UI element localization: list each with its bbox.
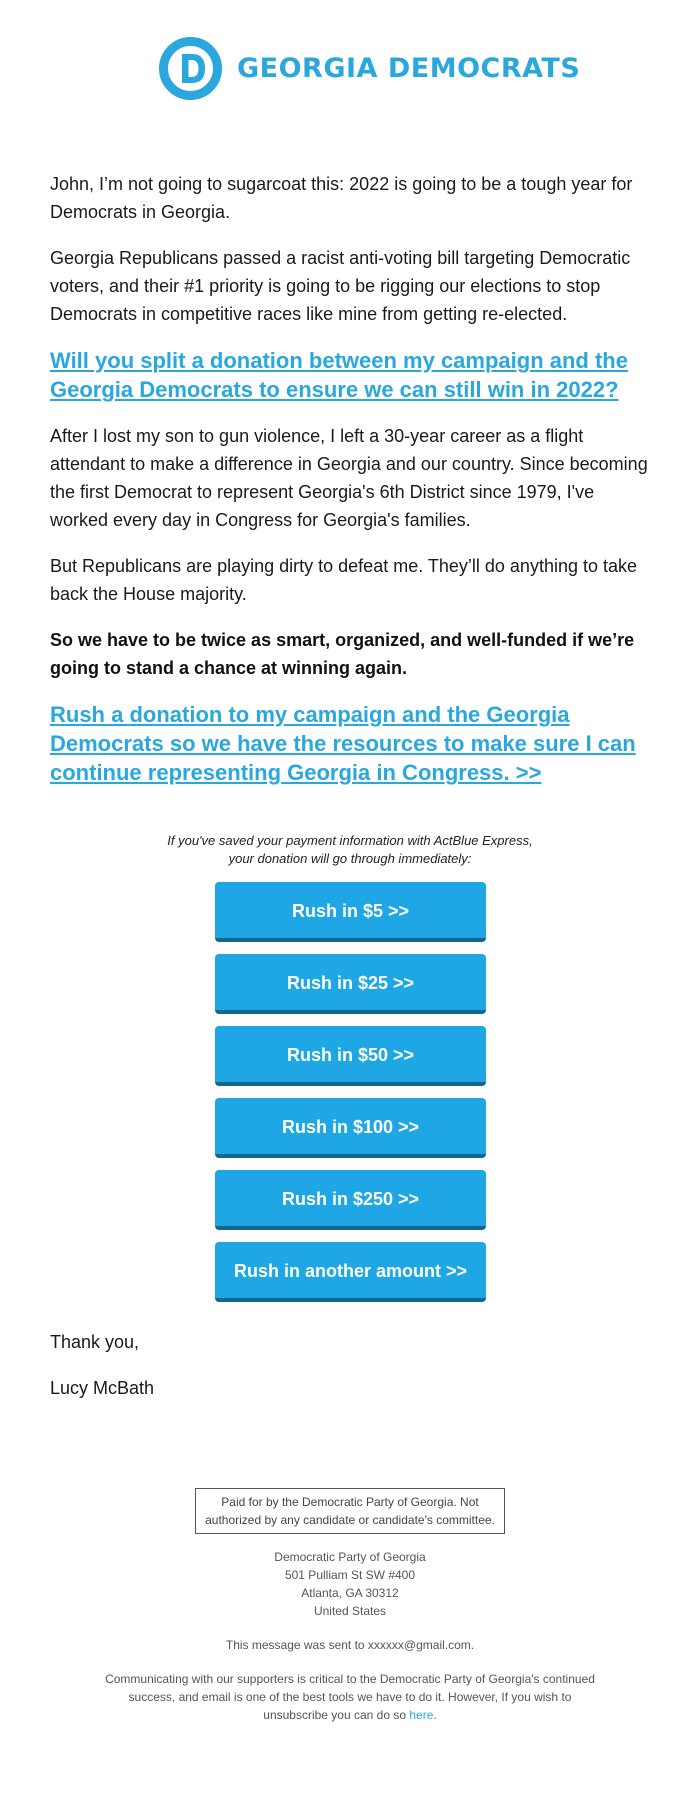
paid-for-disclaimer: [195, 1488, 505, 1534]
donate-250-button[interactable]: Rush in $250 >>: [215, 1170, 486, 1230]
signoff: [50, 1328, 154, 1420]
rush-donation-link[interactable]: Rush a donation to my campaign and the Georgia Democrats so we have the resources to make sure I can continue representing Georgia in Congress. >>: [50, 702, 636, 785]
sent-to-prefix: This message was sent to: [225, 1638, 368, 1652]
unsubscribe-link[interactable]: here: [409, 1708, 434, 1722]
actblue-express-note: [50, 832, 650, 868]
donate-other-amount-button[interactable]: Rush in another amount >>: [215, 1242, 486, 1302]
signoff-name: Lucy McBath: [50, 1378, 155, 1398]
donation-buttons: [215, 882, 486, 1314]
sent-to-notice: [0, 1636, 700, 1654]
sent-to-email: xxxxxx@gmail.com: [367, 1638, 471, 1652]
democrats-d-logo-icon: [158, 36, 223, 101]
unsubscribe-text: Communicating with our supporters is critical to the Democratic Party of Georgia's continued success, and email is one of the best tools we have to do it. However, If you wish to unsubscribe you can do so: [105, 1672, 595, 1722]
email-body: [50, 170, 655, 805]
paragraph-republicans-bill: Georgia Republicans passed a racist anti-voting bill targeting Democratic voters, and their #1 priority is going to be rigging our elections to stop Democrats in competitive races like mine from getting re-elected.: [50, 248, 631, 324]
signoff-thanks: Thank you,: [50, 1332, 140, 1352]
paragraph-intro: John, I’m not going to sugarcoat this: 2022 is going to be a tough year for Democrats in Georgia.: [50, 174, 633, 222]
disclaimer-line2: authorized by any candidate or candidate's committee.: [205, 1513, 495, 1527]
logo-wordmark: GEORGIA DEMOCRATS: [237, 53, 581, 84]
paragraph-twice-as-smart: So we have to be twice as smart, organized, and well-funded if we’re going to stand a chance at winning again.: [50, 630, 635, 678]
address-org: Democratic Party of Georgia: [274, 1550, 426, 1564]
donate-50-button[interactable]: Rush in $50 >>: [215, 1026, 486, 1086]
unsubscribe-notice: [105, 1670, 595, 1724]
email-footer: [0, 1488, 700, 1724]
donate-25-button[interactable]: Rush in $25 >>: [215, 954, 486, 1014]
mailing-address: [0, 1548, 700, 1620]
paragraph-playing-dirty: But Republicans are playing dirty to defeat me. They’ll do anything to take back the House majority.: [50, 556, 638, 604]
express-note-line2: your donation will go through immediately:: [228, 851, 472, 866]
donate-100-button[interactable]: Rush in $100 >>: [215, 1098, 486, 1158]
split-donation-link[interactable]: Will you split a donation between my campaign and the Georgia Democrats to ensure we can still win in 2022?: [50, 348, 628, 402]
georgia-democrats-logo[interactable]: [158, 36, 580, 101]
paragraph-background: After I lost my son to gun violence, I left a 30-year career as a flight attendant to make a difference in Georgia and our country. Since becoming the first Democrat to represent Georgia's 6th District since 1979, I've worked every day in Congress for Georgia's families.: [50, 426, 648, 530]
unsubscribe-suffix: .: [433, 1708, 437, 1722]
address-street: 501 Pulliam St SW #400: [284, 1568, 416, 1582]
address-country: United States: [313, 1604, 387, 1618]
donate-5-button[interactable]: Rush in $5 >>: [215, 882, 486, 942]
express-note-line1: If you've saved your payment information with ActBlue Express,: [167, 833, 533, 848]
sent-to-suffix: .: [470, 1638, 475, 1652]
address-city: Atlanta, GA 30312: [301, 1586, 399, 1600]
disclaimer-line1: Paid for by the Democratic Party of Georgia. Not: [221, 1495, 479, 1509]
email-header: [0, 0, 700, 155]
